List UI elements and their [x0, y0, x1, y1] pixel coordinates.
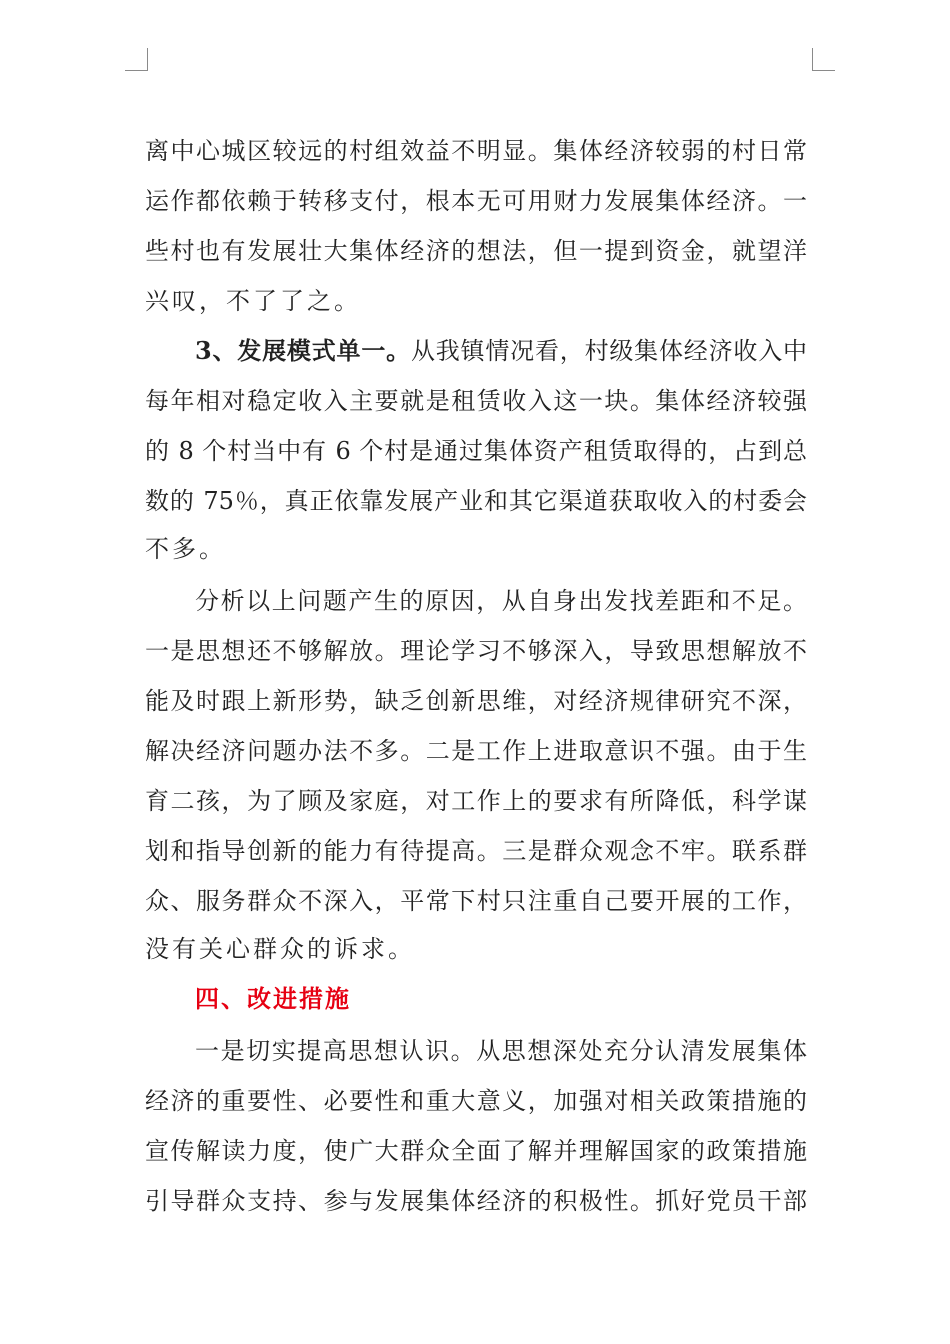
paragraph-3-line-1: 分析以上问题产生的原因，从自身出发找差距和不足。: [195, 587, 807, 615]
crop-mark-top-left: [125, 48, 148, 71]
paragraph-1-line-1: 离中心城区较远的村组效益不明显。集体经济较弱的村日常: [145, 137, 807, 165]
paragraph-4-line-1: 一是切实提高思想认识。从思想深处充分认清发展集体: [195, 1037, 807, 1065]
paragraph-2-line-3: 的 8 个村当中有 6 个村是通过集体资产租赁取得的，占到总: [145, 437, 807, 465]
paragraph-3-line-4: 解决经济问题办法不多。二是工作上进取意识不强。由于生: [145, 737, 807, 765]
paragraph-4-line-2: 经济的重要性、必要性和重大意义，加强对相关政策措施的: [145, 1087, 807, 1115]
paragraph-3-line-7: 众、服务群众不深入，平常下村只注重自己要开展的工作，: [145, 887, 807, 915]
paragraph-2-line-1: [195, 331, 807, 371]
paragraph-2-line-4: 数的 75％，真正依靠发展产业和其它渠道获取收入的村委会: [145, 487, 807, 515]
paragraph-1-line-3: 些村也有发展壮大集体经济的想法，但一提到资金，就望洋: [145, 237, 807, 265]
section-heading: 四、改进措施: [195, 984, 351, 1013]
paragraph-3-line-2: 一是思想还不够解放。理论学习不够深入，导致思想解放不: [145, 637, 807, 665]
paragraph-1-line-4: 兴叹，不了了之。: [145, 287, 361, 315]
paragraph-4-line-4: 引导群众支持、参与发展集体经济的积极性。抓好党员干部: [145, 1187, 807, 1215]
paragraph-2-first-rest: 从我镇情况看，村级集体经济收入中: [410, 337, 807, 365]
paragraph-2-line-5: 不多。: [145, 535, 226, 563]
paragraph-2-line-2: 每年相对稳定收入主要就是租赁收入这一块。集体经济较强: [145, 387, 807, 415]
paragraph-1-line-2: 运作都依赖于转移支付，根本无可用财力发展集体经济。一: [145, 187, 807, 215]
paragraph-3-line-8: 没有关心群众的诉求。: [145, 935, 415, 963]
paragraph-3-line-6: 划和指导创新的能力有待提高。三是群众观念不牢。联系群: [145, 837, 807, 865]
paragraph-4-line-3: 宣传解读力度，使广大群众全面了解并理解国家的政策措施: [145, 1137, 807, 1165]
paragraph-3-line-5: 育二孩，为了顾及家庭，对工作上的要求有所降低，科学谋: [145, 787, 807, 815]
paragraph-2-lead: 3、发展模式单一。: [195, 336, 411, 365]
crop-mark-top-right: [812, 48, 835, 71]
paragraph-3-line-3: 能及时跟上新形势，缺乏创新思维，对经济规律研究不深，: [145, 687, 807, 715]
